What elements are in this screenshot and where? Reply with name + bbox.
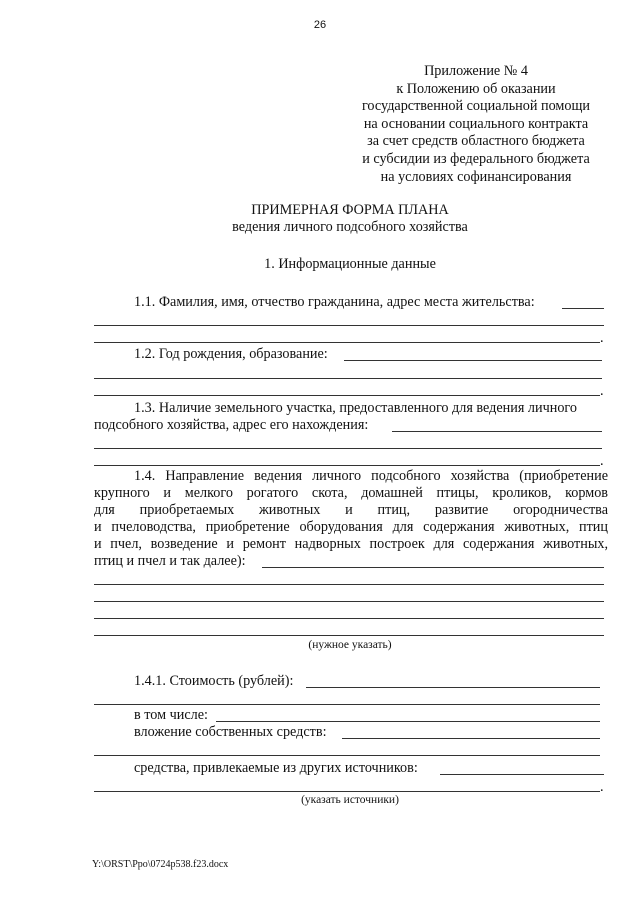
fio-address-input-line[interactable] bbox=[94, 325, 604, 326]
other-sources-input-line[interactable] bbox=[440, 774, 604, 775]
appendix-line: к Положению об оказании bbox=[396, 80, 556, 97]
own-funds-input-line[interactable] bbox=[94, 755, 600, 756]
appendix-line: на основании социального контракта bbox=[363, 115, 589, 132]
hint-sources: (указать источники) bbox=[301, 794, 399, 806]
fio-address-input-line[interactable] bbox=[562, 308, 604, 309]
field-label-cost: 1.4.1. Стоимость (рублей): bbox=[134, 673, 294, 689]
birth-education-input-line[interactable] bbox=[94, 378, 602, 379]
land-plot-input-line[interactable] bbox=[94, 448, 602, 449]
page-number: 26 bbox=[313, 19, 327, 31]
field-label-direction: и пчел, возведение и ремонт надворных построек для содержания животных, bbox=[94, 536, 608, 552]
birth-education-input-line[interactable] bbox=[94, 395, 600, 396]
field-label-direction: для приобретаемых животных и птиц, развитие огородничества bbox=[94, 502, 608, 518]
appendix-line: и субсидии из федерального бюджета bbox=[362, 150, 590, 167]
line-end-period: . bbox=[600, 779, 604, 795]
birth-education-input-line[interactable] bbox=[344, 360, 602, 361]
including-input-line[interactable] bbox=[216, 721, 600, 722]
appendix-header bbox=[330, 63, 622, 186]
appendix-line: за счет средств областного бюджета bbox=[367, 133, 585, 150]
field-label-direction: и пчеловодства, приобретение оборудования для содержания животных, птиц bbox=[94, 519, 608, 535]
line-end-period: . bbox=[600, 330, 604, 346]
field-label-direction: птиц и пчел и так далее): bbox=[94, 553, 246, 569]
field-label-own-funds: вложение собственных средств: bbox=[134, 724, 327, 740]
direction-input-line[interactable] bbox=[94, 635, 604, 636]
field-label-direction: 1.4. Направление ведения личного подсобного хозяйства (приобретение bbox=[134, 468, 608, 484]
field-label-including: в том числе: bbox=[134, 707, 208, 723]
cost-input-line[interactable] bbox=[306, 687, 600, 688]
appendix-line: государственной социальной помощи bbox=[361, 98, 591, 115]
field-label-land-plot: подсобного хозяйства, адрес его нахождения: bbox=[94, 417, 369, 433]
direction-input-line[interactable] bbox=[262, 567, 604, 568]
appendix-line: Приложение № 4 bbox=[424, 63, 528, 79]
line-end-period: . bbox=[600, 383, 604, 399]
hint-needed: (нужное указать) bbox=[308, 639, 392, 651]
direction-input-line[interactable] bbox=[94, 618, 604, 619]
field-label-other-sources: средства, привлекаемые из других источников: bbox=[134, 760, 418, 776]
form-subtitle: ведения личного подсобного хозяйства bbox=[232, 219, 468, 235]
section-heading: 1. Информационные данные bbox=[264, 256, 436, 272]
field-label-direction: крупного и мелкого рогатого скота, домашней птицы, кроликов, кормов bbox=[94, 485, 608, 501]
field-label-birth-education: 1.2. Год рождения, образование: bbox=[134, 346, 328, 362]
land-plot-input-line[interactable] bbox=[94, 465, 600, 466]
own-funds-input-line[interactable] bbox=[342, 738, 600, 739]
land-plot-input-line[interactable] bbox=[392, 431, 602, 432]
appendix-line: на условиях софинансирования bbox=[380, 168, 572, 185]
cost-input-line[interactable] bbox=[94, 704, 600, 705]
other-sources-input-line[interactable] bbox=[94, 791, 600, 792]
fio-address-input-line[interactable] bbox=[94, 342, 600, 343]
line-end-period: . bbox=[600, 453, 604, 469]
field-label-land-plot: 1.3. Наличие земельного участка, предоставленного для ведения личного bbox=[134, 400, 577, 416]
form-title: ПРИМЕРНАЯ ФОРМА ПЛАНА bbox=[251, 202, 449, 218]
field-label-fio-address: 1.1. Фамилия, имя, отчество гражданина, адрес места жительства: bbox=[134, 294, 535, 310]
footer-file-path: Y:\ORST\Ppo\0724p538.f23.docx bbox=[92, 859, 229, 870]
direction-input-line[interactable] bbox=[94, 584, 604, 585]
direction-input-line[interactable] bbox=[94, 601, 604, 602]
